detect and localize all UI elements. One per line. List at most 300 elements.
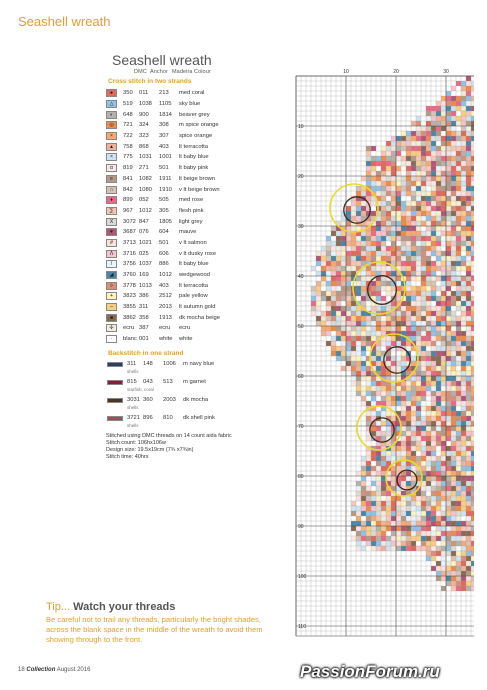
stitch-cell: [461, 301, 466, 306]
stitch-cell: [466, 416, 471, 421]
stitch-cell: [466, 571, 471, 576]
stitch-cell: [381, 381, 386, 386]
stitch-cell: [421, 166, 426, 171]
stitch-cell: [376, 491, 381, 496]
stitch-cell: [471, 476, 474, 481]
stitch-cell: [451, 351, 456, 356]
stitch-cell: [351, 336, 356, 341]
stitch-cell: [446, 351, 451, 356]
stitch-cell: [336, 331, 341, 336]
issue-date: August 2016: [56, 667, 91, 673]
stitch-cell: [466, 306, 471, 311]
thread-row: [106, 163, 278, 174]
stitch-cell: [371, 326, 376, 331]
stitch-cell: [441, 586, 446, 591]
stitch-cell: [361, 321, 366, 326]
stitch-cell: [351, 521, 356, 526]
stitch-cell: [421, 126, 426, 131]
stitch-cell: [316, 316, 321, 321]
backstitch-row: [106, 360, 278, 375]
stitch-cell: [466, 116, 471, 121]
stitch-cell: [406, 521, 411, 526]
stitch-cell: [461, 346, 466, 351]
stitch-cell: [461, 531, 466, 536]
stitch-cell: [386, 256, 391, 261]
stitch-cell: [466, 146, 471, 151]
thread-anchor: 1080: [139, 186, 152, 193]
stitch-cell: [371, 236, 376, 241]
stitch-cell: [381, 166, 386, 171]
thread-row: [106, 216, 278, 227]
stitch-cell: [331, 256, 336, 261]
stitch-cell: [451, 491, 456, 496]
stitch-cell: [456, 111, 461, 116]
stitch-cell: [451, 456, 456, 461]
stitch-cell: [466, 421, 471, 426]
stitch-cell: [421, 361, 426, 366]
stitch-cell: [466, 461, 471, 466]
stitch-cell: [411, 281, 416, 286]
stitch-cell: [361, 466, 366, 471]
stitch-cell: [456, 291, 461, 296]
stitch-cell: [431, 561, 436, 566]
stitch-cell: [451, 381, 456, 386]
stitch-cell: [421, 231, 426, 236]
stitch-cell: [361, 191, 366, 196]
thread-madeira: 606: [159, 250, 169, 257]
stitch-cell: [391, 416, 396, 421]
stitch-cell: [471, 386, 474, 391]
stitch-cell: [416, 246, 421, 251]
stitch-cell: [436, 236, 441, 241]
stitch-cell: [456, 321, 461, 326]
stitch-cell: [421, 426, 426, 431]
stitch-cell: [396, 201, 401, 206]
backstitch-name: dk shell pink: [183, 415, 215, 421]
stitch-cell: [471, 416, 474, 421]
stitch-cell: [326, 281, 331, 286]
stitch-cell: [451, 276, 456, 281]
thread-dmc: 3823: [123, 293, 136, 300]
stitch-cell: [396, 536, 401, 541]
stitch-cell: [411, 251, 416, 256]
stitch-cell: [436, 191, 441, 196]
stitch-cell: [386, 356, 391, 361]
stitch-cell: [471, 556, 474, 561]
stitch-cell: [396, 341, 401, 346]
stitch-cell: [396, 156, 401, 161]
stitch-cell: [371, 161, 376, 166]
stitch-cell: [336, 356, 341, 361]
stitch-cell: [431, 131, 436, 136]
stitch-cell: [431, 266, 436, 271]
stitch-cell: [446, 446, 451, 451]
stitch-cell: [441, 401, 446, 406]
stitch-cell: [381, 481, 386, 486]
stitch-cell: [401, 401, 406, 406]
stitch-cell: [411, 531, 416, 536]
stitch-cell: [421, 421, 426, 426]
stitch-cell: [426, 346, 431, 351]
stitch-cell: [471, 411, 474, 416]
stitch-cell: [391, 536, 396, 541]
stitch-cell: [356, 321, 361, 326]
stitch-cell: [436, 566, 441, 571]
stitch-cell: [466, 526, 471, 531]
stitch-cell: [461, 451, 466, 456]
stitch-cell: [441, 411, 446, 416]
stitch-cell: [416, 261, 421, 266]
stitch-cell: [436, 446, 441, 451]
stitch-cell: [376, 241, 381, 246]
stitch-cell: [431, 536, 436, 541]
thread-row: [106, 334, 278, 345]
stitch-cell: [391, 161, 396, 166]
stitch-cell: [426, 551, 431, 556]
stitch-cell: [411, 176, 416, 181]
stitch-cell: [461, 86, 466, 91]
stitch-cell: [391, 471, 396, 476]
stitch-cell: [316, 301, 321, 306]
stitch-cell: [446, 251, 451, 256]
stitch-cell: [461, 226, 466, 231]
stitch-cell: [441, 156, 446, 161]
stitch-cell: [406, 311, 411, 316]
stitch-cell: [371, 206, 376, 211]
stitch-cell: [366, 151, 371, 156]
stitch-cell: [456, 486, 461, 491]
stitch-cell: [416, 336, 421, 341]
stitch-cell: [436, 381, 441, 386]
stitch-cell: [311, 301, 316, 306]
stitch-cell: [376, 456, 381, 461]
stitch-cell: [381, 431, 386, 436]
stitch-cell: [351, 271, 356, 276]
stitch-cell: [441, 271, 446, 276]
stitch-cell: [336, 326, 341, 331]
stitch-cell: [371, 506, 376, 511]
stitch-cell: [356, 511, 361, 516]
stitch-cell: [411, 156, 416, 161]
column-label: 30: [443, 69, 449, 75]
stitch-cell: [361, 481, 366, 486]
row-label: 90: [298, 524, 304, 530]
stitch-cell: [341, 301, 346, 306]
stitch-cell: [441, 106, 446, 111]
stitch-cell: [461, 91, 466, 96]
stitch-cell: [371, 241, 376, 246]
thread-row: [106, 206, 278, 217]
stitch-cell: [371, 496, 376, 501]
stitch-cell: [426, 466, 431, 471]
stitch-cell: [386, 161, 391, 166]
stitch-cell: [441, 476, 446, 481]
stitch-cell: [411, 321, 416, 326]
stitch-cell: [466, 441, 471, 446]
stitch-cell: [436, 316, 441, 321]
stitch-cell: [436, 546, 441, 551]
stitch-cell: [411, 516, 416, 521]
stitch-cell: [456, 376, 461, 381]
stitch-cell: [456, 161, 461, 166]
thread-madeira: 403: [159, 282, 169, 289]
stitch-cell: [326, 286, 331, 291]
stitch-cell: [466, 311, 471, 316]
stitch-cell: [436, 406, 441, 411]
stitch-cell: [326, 236, 331, 241]
stitch-cell: [421, 381, 426, 386]
stitch-cell: [341, 276, 346, 281]
thread-swatch-icon: /: [106, 260, 117, 268]
stitch-cell: [471, 156, 474, 161]
stitch-cell: [456, 231, 461, 236]
stitch-cell: [376, 346, 381, 351]
stitch-cell: [406, 266, 411, 271]
stitch-cell: [331, 311, 336, 316]
stitch-cell: [371, 456, 376, 461]
backstitch-row: [106, 396, 278, 411]
stitch-cell: [436, 471, 441, 476]
stitch-cell: [466, 156, 471, 161]
thread-anchor: 358: [139, 314, 149, 321]
stitch-cell: [446, 151, 451, 156]
stitch-cell: [426, 276, 431, 281]
stitch-cell: [446, 306, 451, 311]
stitch-cell: [376, 186, 381, 191]
stitch-cell: [461, 306, 466, 311]
stitch-cell: [456, 506, 461, 511]
stitch-cell: [391, 336, 396, 341]
stitch-cell: [431, 356, 436, 361]
stitch-cell: [366, 181, 371, 186]
stitch-cell: [431, 526, 436, 531]
stitch-cell: [396, 196, 401, 201]
stitch-cell: [371, 536, 376, 541]
stitch-cell: [366, 321, 371, 326]
stitch-cell: [431, 206, 436, 211]
stitch-cell: [441, 361, 446, 366]
stitch-cell: [421, 336, 426, 341]
stitch-cell: [361, 241, 366, 246]
stitch-cell: [406, 516, 411, 521]
stitch-cell: [331, 346, 336, 351]
stitch-cell: [441, 266, 446, 271]
stitch-cell: [321, 271, 326, 276]
stitch-cell: [431, 261, 436, 266]
stitch-cell: [386, 151, 391, 156]
thread-madeira: 1012: [159, 272, 172, 279]
stitch-cell: [466, 206, 471, 211]
stitch-cell: [461, 546, 466, 551]
stitch-cell: [381, 196, 386, 201]
stitch-cell: [366, 241, 371, 246]
stitch-cell: [441, 561, 446, 566]
stitch-cell: [471, 541, 474, 546]
stitch-cell: [446, 236, 451, 241]
stitch-cell: [336, 266, 341, 271]
stitch-cell: [341, 351, 346, 356]
stitch-cell: [381, 411, 386, 416]
stitch-cell: [471, 301, 474, 306]
stitch-cell: [346, 336, 351, 341]
thread-name: light grey: [179, 218, 203, 225]
stitch-cell: [366, 236, 371, 241]
stitch-cell: [451, 116, 456, 121]
stitch-cell: [371, 356, 376, 361]
stitch-cell: [421, 141, 426, 146]
stitch-cell: [376, 221, 381, 226]
stitch-cell: [371, 271, 376, 276]
stitch-cell: [431, 306, 436, 311]
stitch-cell: [416, 411, 421, 416]
stitch-cell: [461, 136, 466, 141]
stitch-cell: [391, 376, 396, 381]
stitch-cell: [436, 391, 441, 396]
stitch-cell: [471, 181, 474, 186]
stitch-cell: [431, 496, 436, 501]
stitch-cell: [461, 506, 466, 511]
stitch-cell: [316, 286, 321, 291]
backstitch-madeira: 513: [163, 379, 173, 385]
stitch-cell: [351, 356, 356, 361]
stitch-cell: [466, 411, 471, 416]
stitch-cell: [471, 196, 474, 201]
stitch-cell: [416, 426, 421, 431]
stitch-cell: [446, 91, 451, 96]
stitch-cell: [361, 486, 366, 491]
stitch-cell: [431, 286, 436, 291]
stitch-cell: [391, 201, 396, 206]
stitch-cell: [426, 256, 431, 261]
stitch-cell: [471, 266, 474, 271]
stitch-cell: [461, 376, 466, 381]
stitch-cell: [411, 406, 416, 411]
stitch-cell: [416, 391, 421, 396]
column-madeira: Madeira: [172, 69, 193, 75]
stitch-cell: [421, 191, 426, 196]
stitch-cell: [441, 311, 446, 316]
stitch-cell: [361, 456, 366, 461]
stitch-cell: [471, 336, 474, 341]
stitch-cell: [426, 211, 431, 216]
stitch-cell: [451, 521, 456, 526]
stitch-cell: [466, 436, 471, 441]
stitch-cell: [461, 96, 466, 101]
thread-dmc: 967: [123, 207, 133, 214]
note-design-size: Design size: 19.5x19cm (7¾ x7¾in): [106, 446, 194, 453]
stitch-cell: [386, 506, 391, 511]
stitch-cell: [431, 431, 436, 436]
stitch-cell: [391, 321, 396, 326]
stitch-cell: [386, 156, 391, 161]
stitch-cell: [351, 326, 356, 331]
stitch-cell: [451, 216, 456, 221]
stitch-cell: [341, 336, 346, 341]
stitch-cell: [466, 141, 471, 146]
stitch-cell: [456, 201, 461, 206]
stitch-cell: [461, 276, 466, 281]
stitch-cell: [466, 91, 471, 96]
stitch-cell: [436, 271, 441, 276]
stitch-cell: [401, 156, 406, 161]
stitch-cell: [426, 226, 431, 231]
stitch-cell: [441, 391, 446, 396]
stitch-cell: [401, 451, 406, 456]
stitch-cell: [421, 186, 426, 191]
stitch-cell: [446, 126, 451, 131]
stitch-cell: [441, 546, 446, 551]
stitch-cell: [416, 516, 421, 521]
stitch-cell: [441, 191, 446, 196]
stitch-cell: [326, 316, 331, 321]
stitch-cell: [326, 331, 331, 336]
stitch-cell: [436, 326, 441, 331]
stitch-cell: [411, 266, 416, 271]
stitch-cell: [371, 426, 376, 431]
stitch-cell: [381, 436, 386, 441]
stitch-cell: [416, 226, 421, 231]
stitch-cell: [441, 281, 446, 286]
stitch-cell: [471, 406, 474, 411]
stitch-cell: [426, 291, 431, 296]
stitch-cell: [436, 331, 441, 336]
row-label: 60: [298, 374, 304, 380]
stitch-cell: [471, 141, 474, 146]
stitch-cell: [411, 456, 416, 461]
stitch-cell: [466, 516, 471, 521]
stitch-cell: [421, 161, 426, 166]
stitch-cell: [436, 351, 441, 356]
stitch-cell: [411, 431, 416, 436]
stitch-cell: [346, 251, 351, 256]
stitch-cell: [416, 166, 421, 171]
stitch-cell: [381, 151, 386, 156]
stitch-cell: [326, 276, 331, 281]
stitch-cell: [436, 211, 441, 216]
stitch-cell: [381, 541, 386, 546]
stitch-cell: [426, 141, 431, 146]
stitch-cell: [381, 521, 386, 526]
stitch-cell: [431, 541, 436, 546]
stitch-cell: [426, 351, 431, 356]
backstitch-name: dk mocha: [183, 397, 209, 403]
stitch-cell: [421, 511, 426, 516]
stitch-cell: [321, 251, 326, 256]
stitch-cell: [461, 181, 466, 186]
stitch-cell: [466, 471, 471, 476]
stitch-cell: [461, 586, 466, 591]
stitch-cell: [401, 391, 406, 396]
key-title: Seashell wreath: [112, 52, 212, 68]
stitch-cell: [451, 226, 456, 231]
stitch-cell: [406, 511, 411, 516]
stitch-cell: [326, 246, 331, 251]
stitch-cell: [371, 336, 376, 341]
stitch-cell: [451, 446, 456, 451]
stitch-cell: [446, 496, 451, 501]
stitch-cell: [466, 506, 471, 511]
stitch-cell: [381, 491, 386, 496]
stitch-cell: [446, 576, 451, 581]
stitch-cell: [361, 346, 366, 351]
stitch-cell: [341, 366, 346, 371]
stitch-cell: [406, 321, 411, 326]
stitch-cell: [451, 561, 456, 566]
thread-name: v lt salmon: [179, 239, 207, 246]
stitch-cell: [381, 371, 386, 376]
stitch-cell: [441, 486, 446, 491]
stitch-cell: [441, 556, 446, 561]
